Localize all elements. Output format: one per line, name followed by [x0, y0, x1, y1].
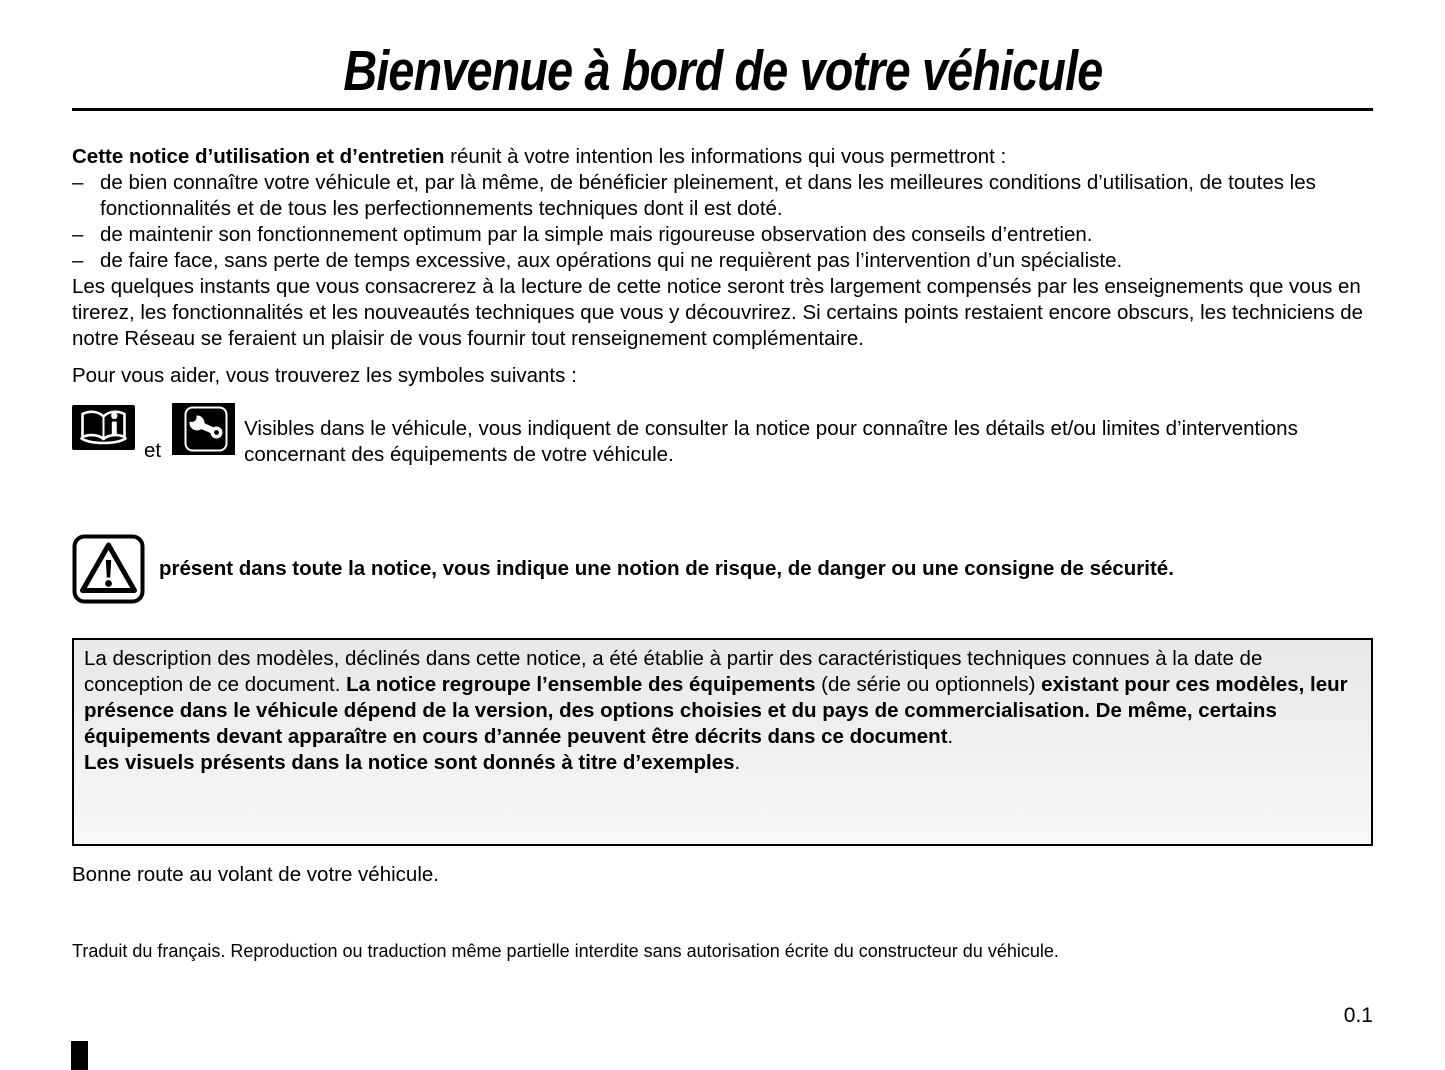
notice-box — [72, 638, 1373, 846]
bullet-marker: – — [72, 171, 84, 194]
intro-paragraph: Les quelques instants que vous consacrerez à la lecture de cette notice seront très largement compensés par les enseignements que vous en tirerez, les fonctionnalités et les nouveautés techniques que vous y découvrirez. Si certains points restaient encore obscurs, les techniciens de notre Réseau se feraient un plaisir de vous fournir tout renseignement complémentaire. — [72, 275, 1364, 350]
page-title — [0, 40, 1445, 102]
symbols-intro: Pour vous aider, vous trouverez les symboles suivants : — [72, 364, 577, 387]
list-item — [72, 170, 1373, 222]
warning-row — [72, 534, 1373, 604]
page-title-text: Bienvenue à bord de votre véhicule — [342, 39, 1103, 103]
notice-paragraph: La description des modèles, déclinés dans cette notice, a été établie à partir des caractéristiques techniques connues à la date de conception de ce document. La notice regroupe l’ensemble des équipements (de série ou optionnels) existant pour ces modèles, leur présence dans le véhicule dépend de la version, des options choisies et du pays de commercialisation. De même, certains équipements devant apparaître en cours d’année peuvent être décrits dans ce document. — [84, 647, 1348, 748]
warning-text: présent dans toute la notice, vous indique une notion de risque, de danger ou une consigne de sécurité. — [159, 557, 1174, 580]
title-divider — [72, 108, 1373, 111]
owner-manual-book-icon — [72, 405, 135, 450]
bullet-list — [72, 170, 1373, 274]
bullet-marker: – — [72, 223, 84, 246]
bullet-text: de maintenir son fonctionnement optimum par la simple mais rigoureuse observation des conseils d’entretien. — [100, 223, 1093, 246]
symbols-description: Visibles dans le véhicule, vous indiquent de consulter la notice pour connaître les détails et/ou limites d’interventions concernant des équipements de votre véhicule. — [244, 417, 1298, 466]
symbols-row — [72, 403, 1373, 468]
closing-text: Bonne route au volant de votre véhicule. — [72, 863, 439, 886]
notice-paragraph: Les visuels présents dans la notice sont donnés à titre d’exemples. — [84, 751, 741, 774]
copyright-text: Traduit du français. Reproduction ou traduction même partielle interdite sans autorisation écrite du constructeur du véhicule. — [72, 941, 1059, 961]
bullet-text: de bien connaître votre véhicule et, par là même, de bénéficier pleinement, et dans les meilleures conditions d’utilisation, de toutes les fonctionnalités et de tous les perfectionnements techniques dont il est doté. — [100, 171, 1316, 220]
list-item — [72, 222, 1373, 248]
page-number: 0.1 — [1343, 1004, 1373, 1027]
wrench-icon — [172, 403, 235, 455]
binding-mark — [71, 1041, 88, 1070]
bullet-marker: – — [72, 249, 84, 272]
symbols-connector: et — [144, 439, 162, 462]
intro-lead: Cette notice d’utilisation et d’entretien réunit à votre intention les informations qui vous permettront : — [72, 145, 1007, 168]
list-item — [72, 248, 1373, 274]
bullet-text: de faire face, sans perte de temps excessive, aux opérations qui ne requièrent pas l’intervention d’un spécialiste. — [100, 249, 1123, 272]
warning-triangle-icon — [72, 534, 145, 604]
